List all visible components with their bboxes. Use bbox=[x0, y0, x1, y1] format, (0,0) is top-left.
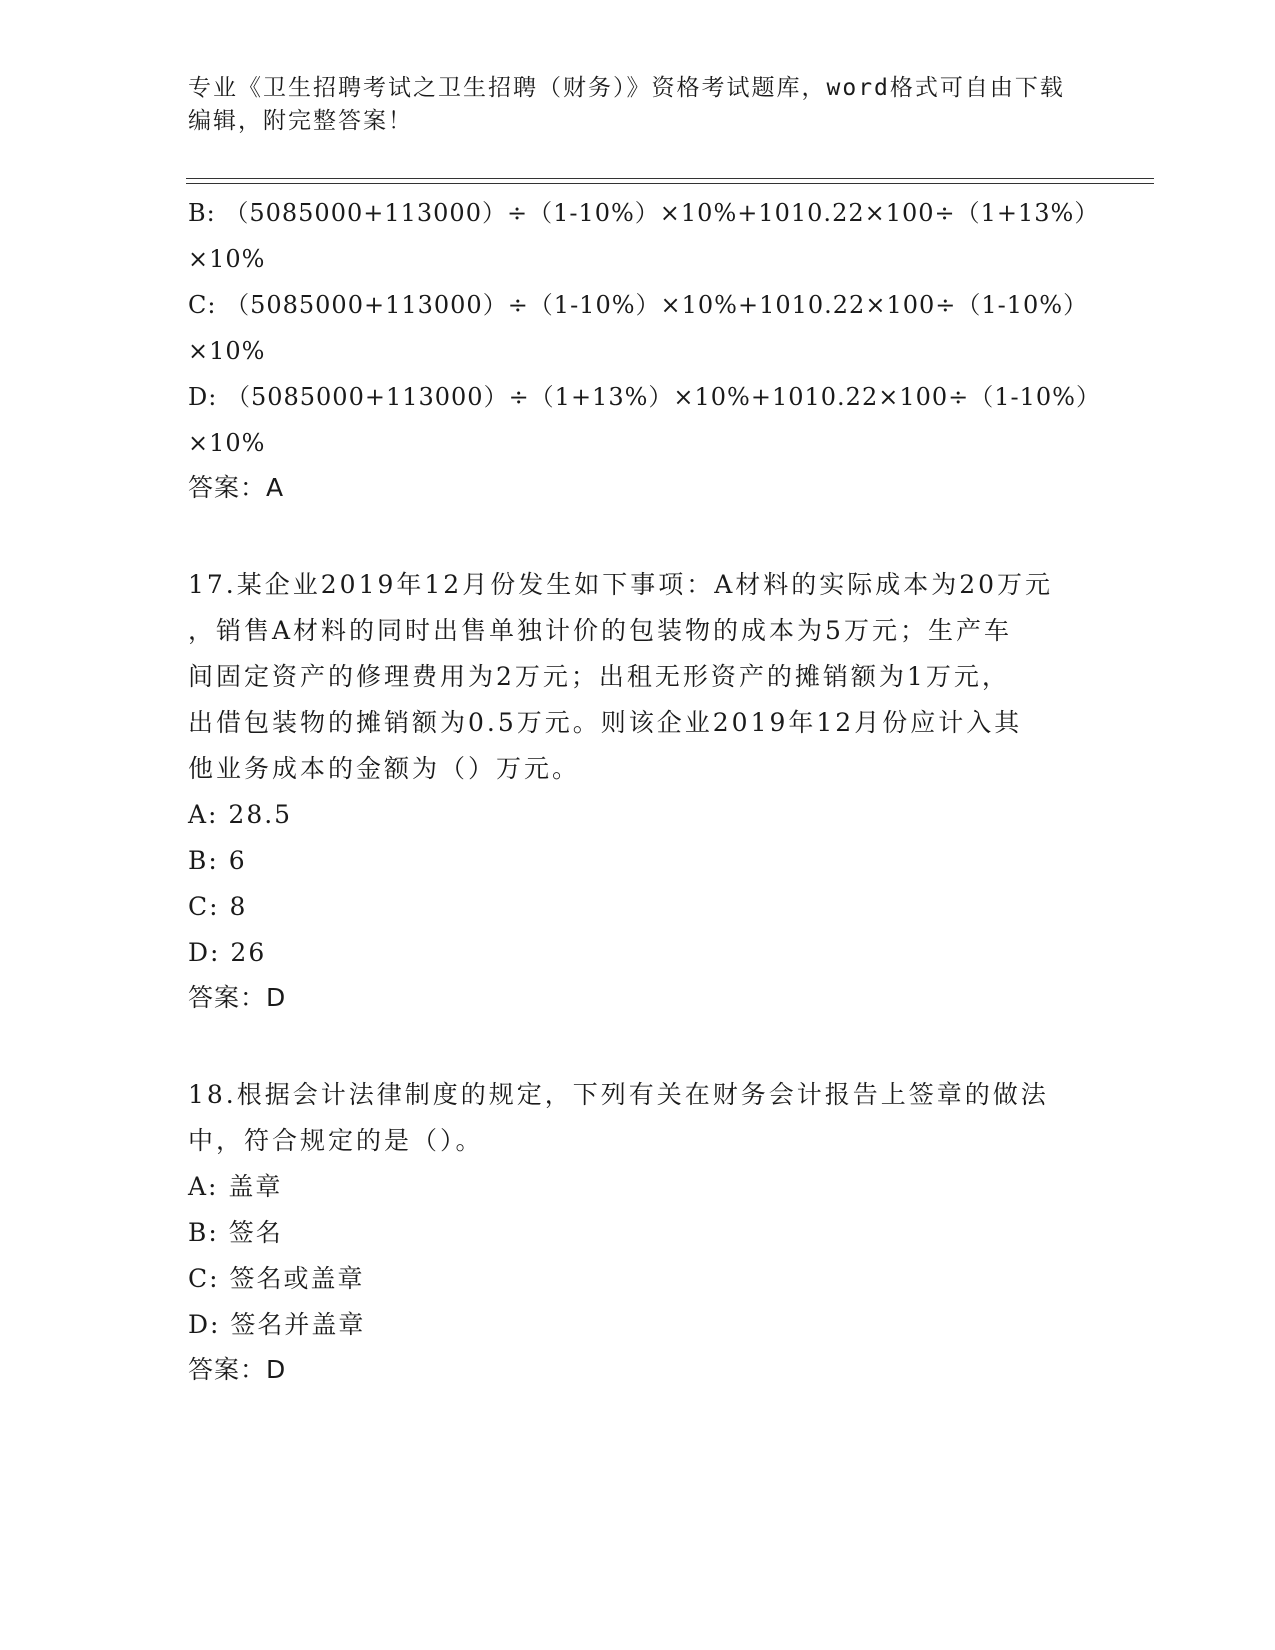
header-line-1: 专业《卫生招聘考试之卫生招聘（财务）》资格考试题库，word格式可自由下载 bbox=[188, 75, 1065, 101]
q18-stem-line-1: 18.根据会计法律制度的规定，下列有关在财务会计报告上签章的做法 bbox=[188, 1080, 1049, 1109]
q16-option-c-line-1: C: （5085000+113000）÷（1-10%）×10%+1010.22×100÷（1-10%） bbox=[188, 291, 1089, 319]
q16-answer: 答案：A bbox=[188, 473, 285, 502]
q18-option-c: C: 签名或盖章 bbox=[188, 1264, 365, 1293]
document-header bbox=[188, 72, 1078, 138]
question-16 bbox=[188, 190, 1101, 510]
q17-stem-line-1: 17.某企业2019年12月份发生如下事项：A材料的实际成本为20万元 bbox=[188, 570, 1054, 599]
q16-option-c-line-2: ×10% bbox=[188, 337, 266, 365]
spacer bbox=[188, 1020, 1088, 1072]
q17-answer: 答案：D bbox=[188, 983, 287, 1012]
q17-option-d: D: 26 bbox=[188, 938, 267, 967]
q18-stem-line-2: 中，符合规定的是（）。 bbox=[188, 1126, 484, 1155]
q17-option-b: B: 6 bbox=[188, 846, 247, 875]
spacer bbox=[188, 510, 1088, 562]
q17-stem-line-2: ，销售A材料的同时出售单独计价的包装物的成本为5万元；生产车 bbox=[188, 616, 1012, 645]
q18-answer: 答案：D bbox=[188, 1355, 287, 1384]
q17-stem-line-4: 出借包装物的摊销额为0.5万元。则该企业2019年12月份应计入其 bbox=[188, 708, 1023, 737]
question-18 bbox=[188, 1072, 1088, 1392]
q18-option-d: D: 签名并盖章 bbox=[188, 1310, 366, 1339]
q17-stem-line-5: 他业务成本的金额为（）万元。 bbox=[188, 754, 581, 783]
q16-option-b-line-1: B: （5085000+113000）÷（1-10%）×10%+1010.22×100÷（1+13%） bbox=[188, 199, 1100, 227]
q17-option-c: C: 8 bbox=[188, 892, 248, 921]
q16-option-d-line-2: ×10% bbox=[188, 429, 266, 457]
header-divider-top bbox=[186, 178, 1154, 179]
q16-option-b-line-2: ×10% bbox=[188, 245, 266, 273]
q17-option-a: A: 28.5 bbox=[188, 800, 293, 829]
q18-option-a: A: 盖章 bbox=[188, 1172, 283, 1201]
question-17 bbox=[188, 562, 1088, 1020]
question-content bbox=[188, 190, 1101, 1392]
header-divider-bottom bbox=[186, 183, 1154, 184]
header-line-2: 编辑，附完整答案！ bbox=[188, 108, 413, 134]
q17-stem-line-3: 间固定资产的修理费用为2万元；出租无形资产的摊销额为1万元， bbox=[188, 662, 1010, 691]
q16-option-d-line-1: D: （5085000+113000）÷（1+13%）×10%+1010.22×100÷（1-10%） bbox=[188, 383, 1101, 411]
q18-option-b: B: 签名 bbox=[188, 1218, 283, 1247]
